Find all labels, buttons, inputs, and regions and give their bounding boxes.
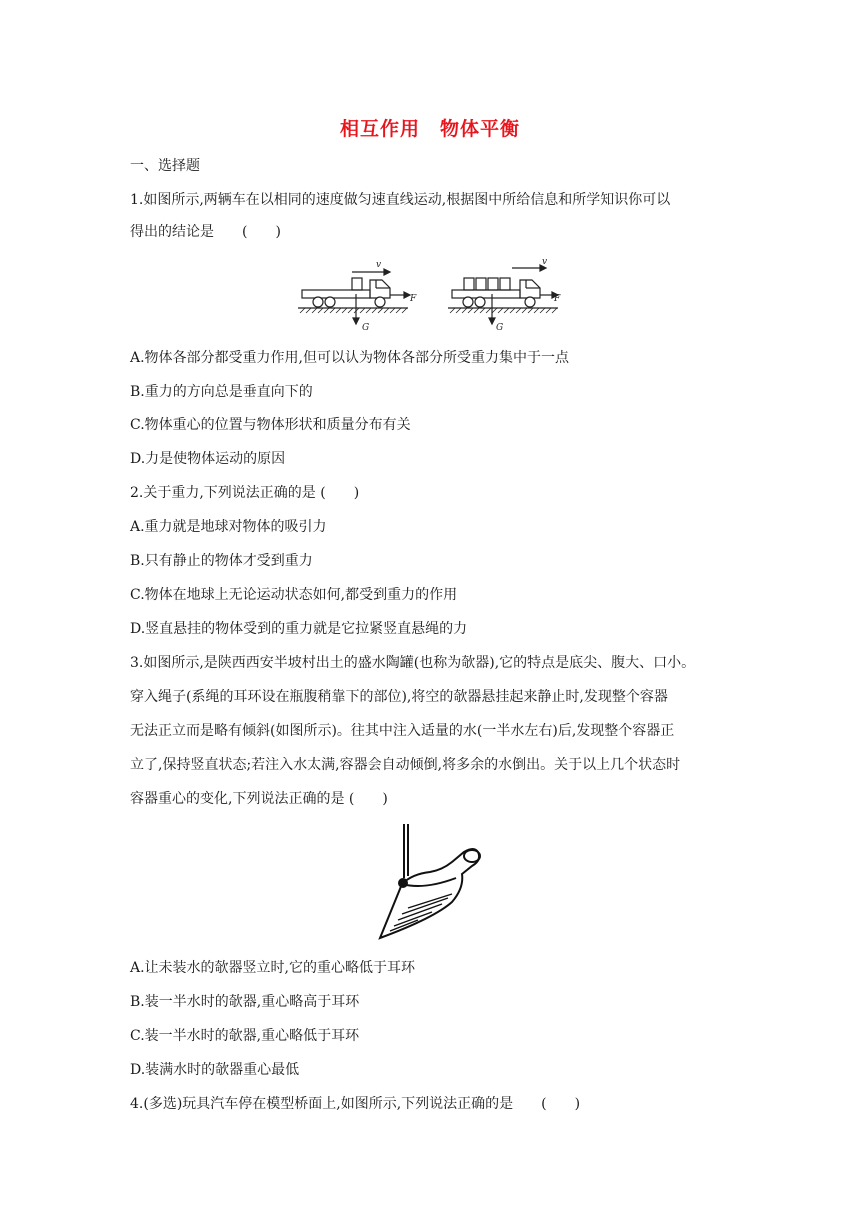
q1-trucks-figure <box>296 254 572 334</box>
q1-option-d: D.力是使物体运动的原因 <box>130 451 286 467</box>
q3-stem-line4: 立了,保持竖直状态;若注入水太满,容器会自动倾倒,将多余的水倒出。关于以上几个状态时 <box>130 757 681 773</box>
q2-option-c: C.物体在地球上无论运动状态如何,都受到重力的作用 <box>130 587 458 603</box>
page-title: 相互作用 物体平衡 <box>339 118 520 140</box>
q1-option-c: C.物体重心的位置与物体形状和质量分布有关 <box>130 417 411 433</box>
q1-option-b: B.重力的方向总是垂直向下的 <box>130 384 313 400</box>
q1-stem-line1: 1.如图所示,两辆车在以相同的速度做匀速直线运动,根据图中所给信息和所学知识你可以 <box>130 192 671 208</box>
section-heading: 一、选择题 <box>130 158 200 174</box>
truck2-gravity-label: G <box>496 323 504 333</box>
q3-option-a: A.让未装水的欹器竖立时,它的重心略低于耳环 <box>130 960 416 976</box>
truck2-velocity-label: v <box>542 257 548 267</box>
q2-option-b: B.只有静止的物体才受到重力 <box>130 553 313 569</box>
q3-stem-line1: 3.如图所示,是陕西西安半坡村出土的盛水陶罐(也称为欹器),它的特点是底尖、腹大、口小。 <box>130 655 696 671</box>
truck2-force-label: F <box>554 294 561 304</box>
q3-option-c: C.装一半水时的欹器,重心略低于耳环 <box>130 1028 360 1044</box>
q2-stem: 2.关于重力,下列说法正确的是 ( ) <box>130 485 360 501</box>
q3-option-b: B.装一半水时的欹器,重心略高于耳环 <box>130 994 360 1010</box>
q3-stem-line5: 容器重心的变化,下列说法正确的是 ( ) <box>130 791 388 807</box>
q3-stem-line2: 穿入绳子(系绳的耳环设在瓶腹稍靠下的部位),将空的欹器悬挂起来静止时,发现整个容器 <box>130 689 668 705</box>
q1-option-a: A.物体各部分都受重力作用,但可以认为物体各部分所受重力集中于一点 <box>130 350 570 366</box>
truck1-force-label: F <box>410 294 417 304</box>
truck1-velocity-label: v <box>376 260 382 270</box>
truck1-gravity-label: G <box>362 323 370 333</box>
q2-option-d: D.竖直悬挂的物体受到的重力就是它拉紧竖直悬绳的力 <box>130 621 468 637</box>
q1-stem-line2: 得出的结论是 ( ) <box>130 224 281 240</box>
q3-option-d: D.装满水时的欹器重心最低 <box>130 1062 300 1078</box>
q4-stem: 4.(多选)玩具汽车停在模型桥面上,如图所示,下列说法正确的是 ( ) <box>130 1096 581 1112</box>
q3-tilted-vessel-figure <box>372 818 492 944</box>
q3-stem-line3: 无法正立而是略有倾斜(如图所示)。往其中注入适量的水(一半水左右)后,发现整个容器正 <box>130 723 675 739</box>
q2-option-a: A.重力就是地球对物体的吸引力 <box>130 519 327 535</box>
